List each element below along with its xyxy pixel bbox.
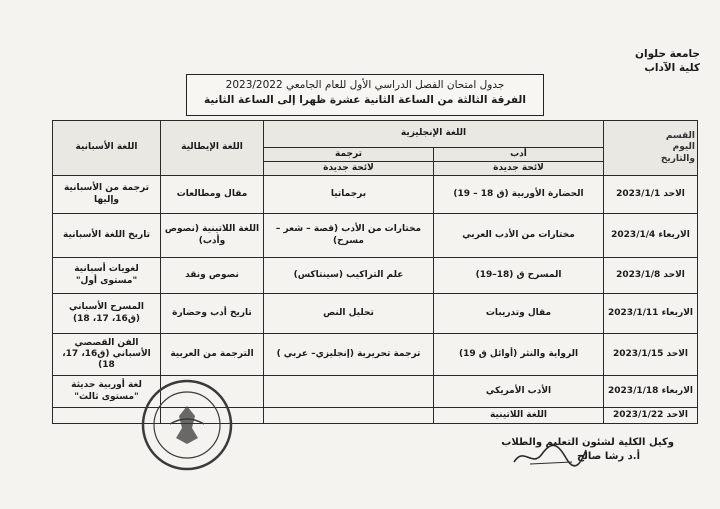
cell-literature: مختارات من الأدب العربي [434,214,604,258]
cell-translation [264,376,434,408]
corner-subject: القسم [665,131,695,142]
vice-dean-name: أ.د رشا صالح [576,451,640,462]
row-date: الاحد 2023/1/1 [604,176,698,214]
cell-italian: نصوص ونقد [161,258,264,294]
cell-translation: مختارات من الأدب (قصة – شعر – مسرح) [264,214,434,258]
table-row [53,258,698,294]
table-row [53,214,698,258]
cell-italian: اللغة اللاتينية (نصوص وأدب) [161,214,264,258]
title-line2 [187,94,543,106]
cell-italian: الترجمة من العربية [161,334,264,376]
table-row [53,294,698,334]
title-time: من الساعة الثانية عشرة ظهرا إلى الساعة الثانية [204,94,458,106]
header-literature: أدب [434,148,604,162]
header-literature-regulation: لائحة جديدة [434,162,604,176]
header-spanish: اللغة الأسبانية [53,121,161,176]
cell-literature: اللغة اللاتينية [434,408,604,424]
cell-italian: مقال ومطالعات [161,176,264,214]
row-date: الاحد 2023/1/22 [604,408,698,424]
cell-literature: مقال وتدريبات [434,294,604,334]
cell-literature: الرواية والنثر (أوائل ق 19) [434,334,604,376]
cell-translation: تحليل النص [264,294,434,334]
cell-literature: الأدب الأمريكي [434,376,604,408]
cell-spanish: الفن القصصي الأسباني (ق16، 17، 18) [53,334,161,376]
cell-translation [264,408,434,424]
signature [510,440,590,470]
table-row [53,176,698,214]
row-date: الاحد 2023/1/8 [604,258,698,294]
header-translation-regulation: لائحة جديدة [264,162,434,176]
corner-header [604,121,698,176]
faculty-name: كلية الآداب [644,62,700,74]
header-english: اللغة الإنجليزية [264,121,604,148]
header-translation: ترجمة [264,148,434,162]
corner-date: والتاريخ [660,153,695,164]
title-line1: جدول امتحان الفصل الدراسي الأول للعام الجامعي 2023/2022 [225,79,505,91]
row-date: الاربعاء 2023/1/4 [604,214,698,258]
cell-spanish: المسرح الأسباني (ق16، 17، 18) [53,294,161,334]
table-row [53,334,698,376]
cell-translation: علم التراكيب (سينتاكس) [264,258,434,294]
cell-spanish: ترجمة من الأسبانية وإليها [53,176,161,214]
university-name: جامعة حلوان [635,48,700,60]
cell-spanish: لغة أوربية حديثة "مستوى ثالث" [53,376,161,408]
title-box [186,74,544,116]
cell-italian: تاريخ أدب وحضارة [161,294,264,334]
cell-literature: المسرح ق (18–19) [434,258,604,294]
cell-translation: برجماتيا [264,176,434,214]
cell-spanish: لغويات أسبانية "مستوى أول" [53,258,161,294]
title-year-group: الفرقة الثالثة [457,94,526,106]
header-italian: اللغة الإيطالية [161,121,264,176]
vice-dean-title: وكيل الكلية لشئون التعليم والطلاب [501,437,674,448]
row-date: الاربعاء 2023/1/11 [604,294,698,334]
corner-day: اليوم [672,142,695,153]
cell-translation: ترجمة تحريرية (إنجليزي– عربي ) [264,334,434,376]
cell-literature: الحضارة الأوربية (ق 18 – 19) [434,176,604,214]
official-stamp [140,378,234,472]
row-date: الاربعاء 2023/1/18 [604,376,698,408]
row-date: الاحد 2023/1/15 [604,334,698,376]
cell-spanish: تاريخ اللغة الأسبانية [53,214,161,258]
